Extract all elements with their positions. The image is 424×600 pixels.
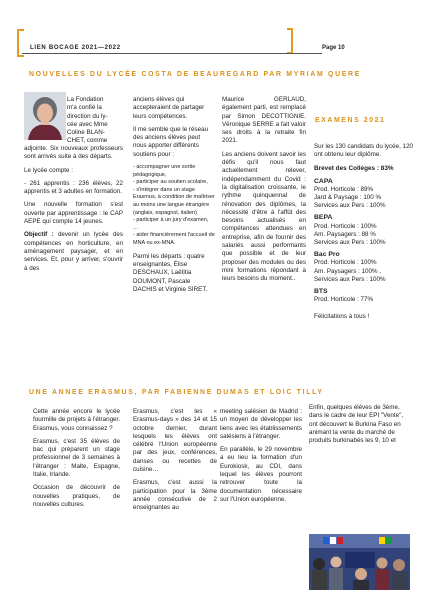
exam-result: Services aux Pers : 100%	[314, 239, 386, 247]
erasmus-paragraph: Occasion de découvrir de nouvelles pratiques, de nouvelles cultures.	[33, 484, 120, 508]
col2-paragraph: anciens élèves qui accepteraient de partager leurs compétences.	[133, 96, 205, 120]
exam-group-name: BEPA	[314, 214, 333, 222]
col1-paragraph: Le lycée compte :	[24, 166, 73, 174]
header-divider	[22, 53, 322, 54]
exam-result: Prod. Horticole : 100%	[314, 222, 377, 230]
exams-intro: Sur les 130 candidats du lycée, 120 ont obtenu leur diplôme.	[314, 143, 414, 159]
list-item: - participer à un jury d'examen, …	[133, 217, 209, 231]
exams-title: EXAMENS 2021	[315, 117, 386, 124]
header-page-number: Page 10	[322, 45, 345, 51]
exam-result: Jard & Paysage : 100 %	[314, 194, 382, 202]
header-publication: LIEN BOCAGE 2021—2022	[30, 45, 121, 51]
list-item: - participer au soutien scolaire,	[133, 179, 208, 186]
col1-paragraph: adjointe. Six nouveaux professeurs sont arrivés suite à des départs.	[24, 145, 123, 161]
erasmus-col3	[220, 408, 302, 509]
exam-result: Prod. Horticole : 89%	[314, 185, 374, 193]
congratulations: Félicitations à tous !	[314, 313, 370, 321]
exam-group-name: Bac Pro	[314, 251, 340, 259]
exams-panel	[314, 143, 418, 322]
exam-result: Prod. Horticole : 77%	[314, 296, 374, 304]
exam-result: Prod. Horticole : 100%	[314, 259, 377, 267]
section1-title: NOUVELLES DU LYCÉE COSTA DE BEAUREGARD PAR MYRIAM QUERE	[29, 71, 362, 78]
col3-body	[222, 96, 306, 289]
col3-paragraph: Les anciens doivent savoir les défis qu'il nous faut actuellement relever, indépendamment du Covid : la digitalisation croissante, le rythme quinquennal de rénovation des diplômes, la nécessité d'être à l'affût des besoins actualisés en compétences attendues en entreprise, afin de fournir des salariés aussi performants que possible et de leur proposer des modules ou des mini formations répondant à leurs besoins du moment..	[222, 150, 306, 283]
objective-label: Objectif :	[24, 231, 54, 239]
col1-intro-line: La Fondation	[67, 96, 104, 103]
erasmus-col1	[33, 408, 120, 514]
list-item: - s'intégrer dans un stage Erasmus, à condition de maîtriser au moins une langue étrangère (anglais, espagnol, italien)	[133, 186, 215, 216]
col2-paragraph: Parmi les départs : quatre enseignantes, Élise DESCHAUX, Laëtitia DOUMONT, Pascale DACHIS et Virginie SIRET.	[133, 252, 208, 293]
col1-intro-line: Coline BLAN-	[67, 129, 105, 137]
exam-result: Services aux Pers : 100%	[314, 202, 386, 210]
erasmus-paragraph: Erasmus, c'est les « Erasmus-days » des 14 et 15 octobre dernier, durant lesquels les élèves ont célébré l'Union européenne par des jeux, conférences, danses ou recettes de cuisine…	[133, 408, 217, 474]
brevet-result: Brevet des Collèges : 83%	[314, 165, 394, 173]
erasmus-col4	[309, 404, 411, 450]
col2-body	[133, 96, 215, 299]
list-item: - accompagner une sortie pédagogique,	[133, 164, 196, 178]
erasmus-paragraph: Cette année encore le lycée fourmille de projets à l'étranger. Erasmus, vous connaissez ?	[33, 408, 121, 432]
erasmus-paragraph: Enfin, quelques élèves de 3ème, dans le cadre de leur EPI "Vente", ont découvert le Burkina Faso en animant la vente du marché de produits burkinabés les 9, 10 et	[309, 404, 404, 445]
col1-paragraph: - 261 apprentis : 236 élèves, 22 apprentis et 3 adultes en formation.	[24, 179, 123, 196]
erasmus-paragraph: Erasmus, c'est 35 élèves de bac qui préparent un stage professionnel de 3 semaines à l'étranger : Malte, Espagne, Italie, Irlande.	[33, 437, 120, 479]
col1-body	[24, 145, 123, 278]
erasmus-paragraph: En parallèle, le 29 novembre a eu lieu la formation d'un Eurokiosk, au CDI, dans lequel les élèves pourront retrouver toute la documentation nécessaire sur l'Union européenne.	[220, 446, 302, 503]
exam-result: Am. Paysagers : 88 %	[314, 230, 376, 238]
header-bracket-right	[287, 28, 293, 54]
section2-title: UNE ANNEE ERASMUS, PAR FABIENNE DUMAS ET LOIC TILLY	[29, 389, 324, 396]
col1-paragraph: Une nouvelle formation s'est ouverte par apprentissage : le CAP AEPE qui compte 14 jeunes.	[24, 201, 123, 226]
objective-text: devenir un lycée des compétences en horticulture, en aménagement paysager, et en services. Et, pour y arriver, s'ouvrir à des	[24, 231, 123, 272]
erasmus-col2	[133, 408, 217, 518]
exam-group-name: CAPA	[314, 177, 333, 185]
portrait-photo	[24, 92, 66, 140]
col1-paragraph	[24, 231, 123, 272]
erasmus-paragraph: meeting salésien de Madrid : un moyen de développer les liens avec les établissements salésiens à l'étranger.	[220, 408, 302, 440]
col2-paragraph: Il me semble que le réseau des anciens élèves peut nous apporter différents soutiens pour :	[133, 125, 209, 158]
exam-result: Am. Paysagers : 100% ,	[314, 267, 382, 275]
col1-intro-line: m'a confié la	[67, 104, 102, 112]
exam-result: Services aux Pers : 100%	[314, 275, 386, 283]
col1-intro	[67, 96, 123, 146]
exam-group-name: BTS	[314, 288, 328, 296]
erasmus-paragraph: Erasmus, c'est aussi la participation pour la 3ème année consécutive de 2 enseignantes au	[133, 479, 217, 512]
col3-paragraph: Maurice GERLAUD, également parti, est remplacé par Simon DECOTTIGNIE. Véronique SERRE a fait valoir ses droits à la retraite fin 2021.	[222, 96, 306, 145]
students-group-photo	[309, 534, 410, 590]
support-list	[133, 164, 215, 248]
col1-intro-line: CHET, comme	[67, 137, 108, 145]
col1-intro-line: cée avec Mme	[67, 120, 108, 128]
list-item: - aider financièrement l'accueil de MNA ou ex-MNA.	[133, 232, 215, 247]
col1-intro-line: direction du ly-	[67, 112, 108, 120]
